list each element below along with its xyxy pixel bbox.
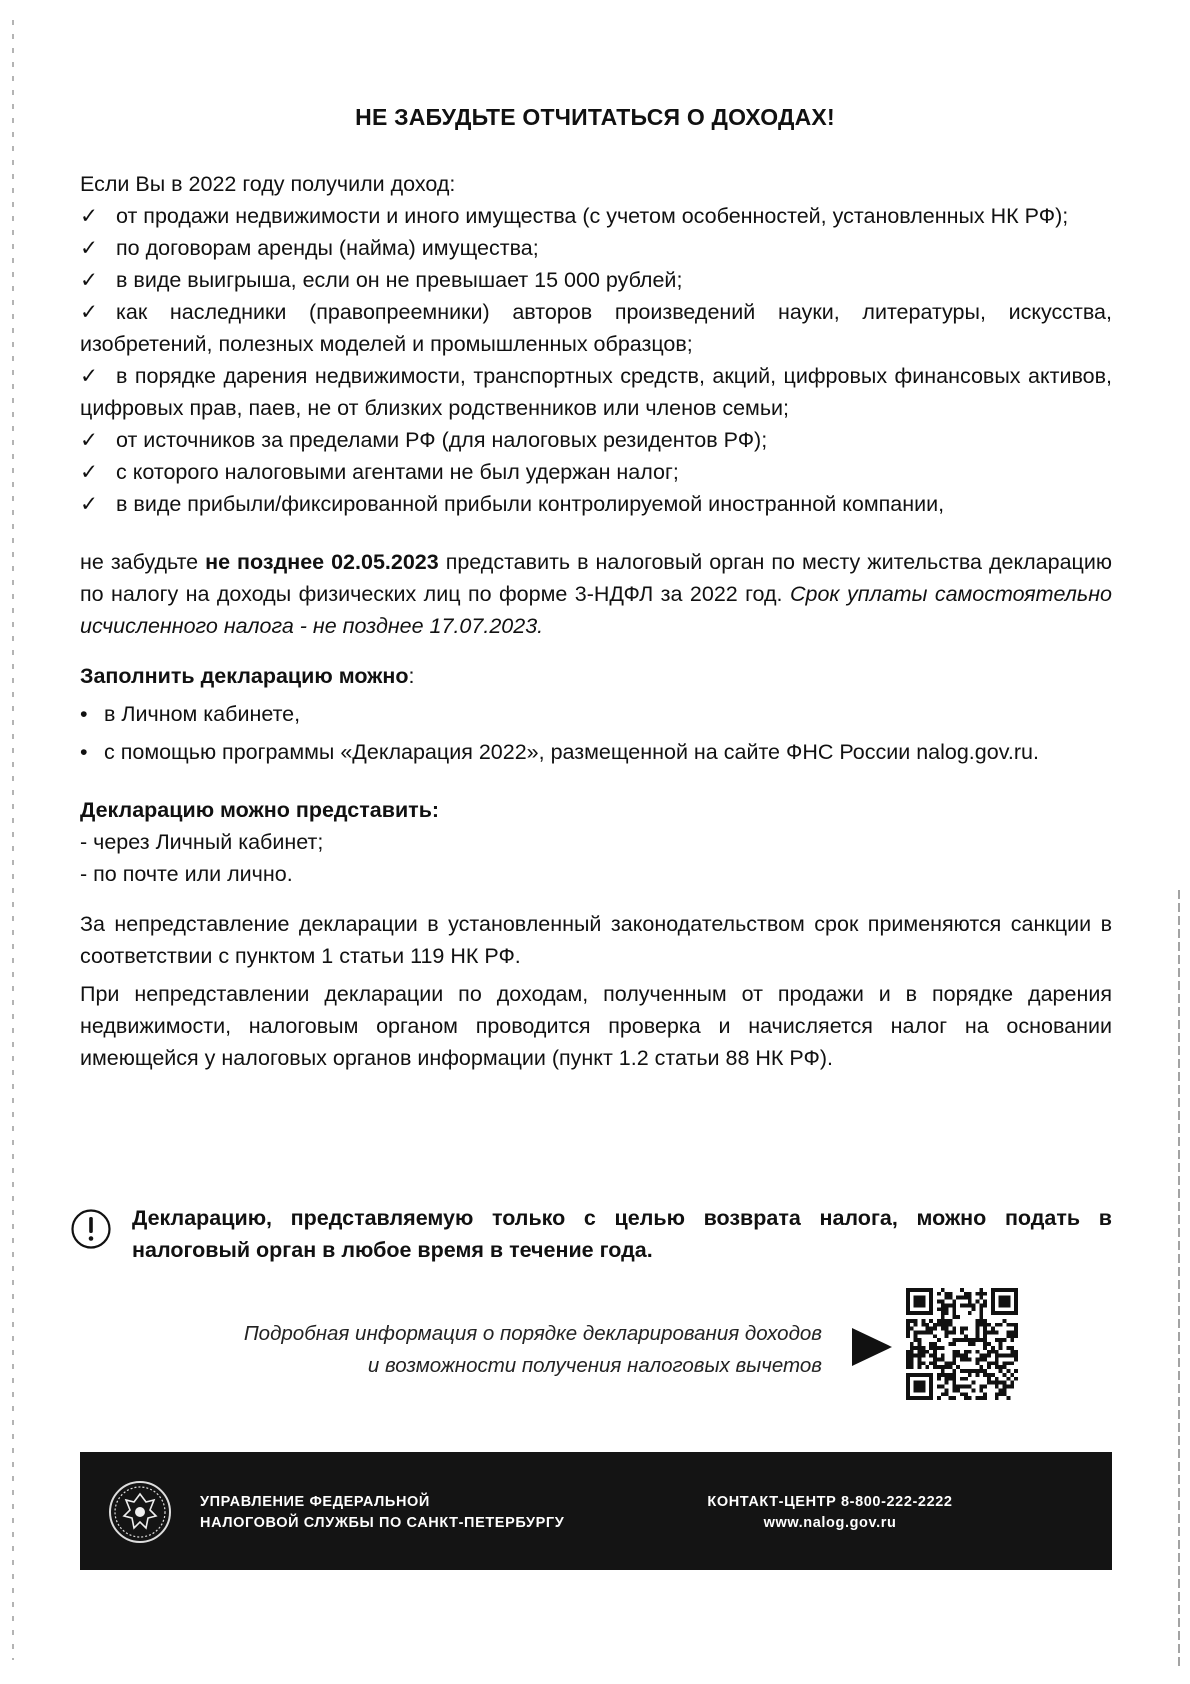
penalty-paragraph: За непредставление декларации в установленный законодательством срок применяются санкции в соответствии с пунктом 1 статьи 119 НК РФ. [80, 912, 1112, 968]
scan-edge-left [12, 20, 14, 1660]
deadline-date: не позднее 02.05.2023 [205, 550, 439, 574]
income-item-text: по договорам аренды (найма) имущества; [116, 236, 539, 260]
submit-item: - через Личный кабинет; [80, 830, 324, 854]
deadline-paragraph [80, 546, 1112, 642]
income-item [80, 360, 1112, 424]
income-item-text: в порядке дарения недвижимости, транспортных средств, акций, цифровых финансовых активов, цифровых прав, паев, не от близких родственников или членов семьи; [80, 364, 1112, 420]
check-icon: ✓ [80, 492, 99, 516]
more-info-line: Подробная информация о порядке декларирования доходов [243, 1322, 822, 1345]
main-content [80, 168, 1112, 1074]
bullet-icon: • [80, 702, 88, 726]
fill-heading-colon: : [408, 664, 415, 688]
check-icon: ✓ [80, 364, 99, 388]
refund-note: Декларацию, представляемую только с целью возврата налога, можно подать в налоговый орган в любое время в течение года. [132, 1206, 1112, 1262]
fill-heading-text: Заполнить декларацию можно [80, 664, 409, 688]
arrow-right-icon [848, 1324, 894, 1370]
scan-edge-right [1178, 890, 1180, 1670]
intro-text: Если Вы в 2022 году получили доход: [80, 172, 456, 196]
income-item-text: в виде выигрыша, если он не превышает 15 000 рублей; [116, 268, 683, 292]
check-icon: ✓ [80, 300, 99, 324]
income-item [80, 200, 1112, 232]
income-item-text: от продажи недвижимости и иного имущества (с учетом особенностей, установленных НК РФ); [116, 204, 1069, 228]
website-link[interactable]: www.nalog.gov.ru [763, 1515, 897, 1531]
submit-heading: Декларацию можно представить: [80, 798, 440, 822]
submit-item: - по почте или лично. [80, 862, 293, 886]
exclamation-circle-icon [70, 1208, 112, 1250]
income-item-text: как наследники (правопреемники) авторов произведений науки, литературы, искусства, изобретений, полезных моделей и промышленных образцов; [80, 300, 1112, 356]
income-item [80, 264, 1112, 296]
deadline-prefix: не забудьте [80, 550, 206, 574]
more-info-text [90, 1318, 822, 1382]
contact-center-phone: КОНТАКТ-ЦЕНТР 8-800-222-2222 [707, 1494, 953, 1510]
check-icon: ✓ [80, 204, 99, 228]
income-item-text: в виде прибыли/фиксированной прибыли контролируемой иностранной компании, [116, 492, 945, 516]
fill-item-text: в Личном кабинете, [104, 702, 301, 726]
fill-heading [80, 660, 1112, 692]
income-item-text: с которого налоговыми агентами не был удержан налог; [116, 460, 679, 484]
check-icon: ✓ [80, 460, 99, 484]
income-item-text: от источников за пределами РФ (для налоговых резидентов РФ); [116, 428, 768, 452]
footer-org-line: УПРАВЛЕНИЕ ФЕДЕРАЛЬНОЙ [200, 1494, 430, 1510]
page-title: НЕ ЗАБУДЬТЕ ОТЧИТАТЬСЯ О ДОХОДАХ! [355, 104, 835, 130]
check-icon: ✓ [80, 236, 99, 260]
income-item [80, 456, 1112, 488]
income-item [80, 424, 1112, 456]
income-item [80, 232, 1112, 264]
more-info-line: и возможности получения налоговых вычетов [367, 1354, 822, 1377]
check-icon: ✓ [80, 268, 99, 292]
emblem-icon [108, 1480, 172, 1544]
footer-contact [680, 1492, 980, 1534]
bullet-icon: • [80, 740, 88, 764]
check-icon: ✓ [80, 428, 99, 452]
qr-code[interactable] [906, 1288, 1018, 1400]
audit-paragraph: При непредставлении декларации по доходам, полученным от продажи и в порядке дарения недвижимости, налоговым органом проводится проверка и начисляется налог на основании имеющейся у налоговых органов информации (пункт 1.2 статьи 88 НК РФ). [80, 982, 1112, 1070]
income-item [80, 296, 1112, 360]
fill-item [80, 698, 1112, 730]
payment-deadline: Срок уплаты самостоятельно исчисленного налога - не позднее 17.07.2023. [80, 582, 1112, 638]
income-item [80, 488, 1112, 520]
footer-organization [200, 1492, 700, 1534]
footer-org-line: НАЛОГОВОЙ СЛУЖБЫ ПО САНКТ-ПЕТЕРБУРГУ [200, 1515, 565, 1531]
deadline-text: представить в налоговый орган по месту жительства декларацию по налогу на доходы физических лиц по форме 3-НДФЛ за 2022 год. [80, 550, 1112, 606]
fill-item-text: с помощью программы «Декларация 2022», размещенной на сайте ФНС России nalog.gov.ru. [104, 740, 1039, 764]
footer-banner [80, 1452, 1112, 1570]
fill-item [80, 736, 1112, 768]
